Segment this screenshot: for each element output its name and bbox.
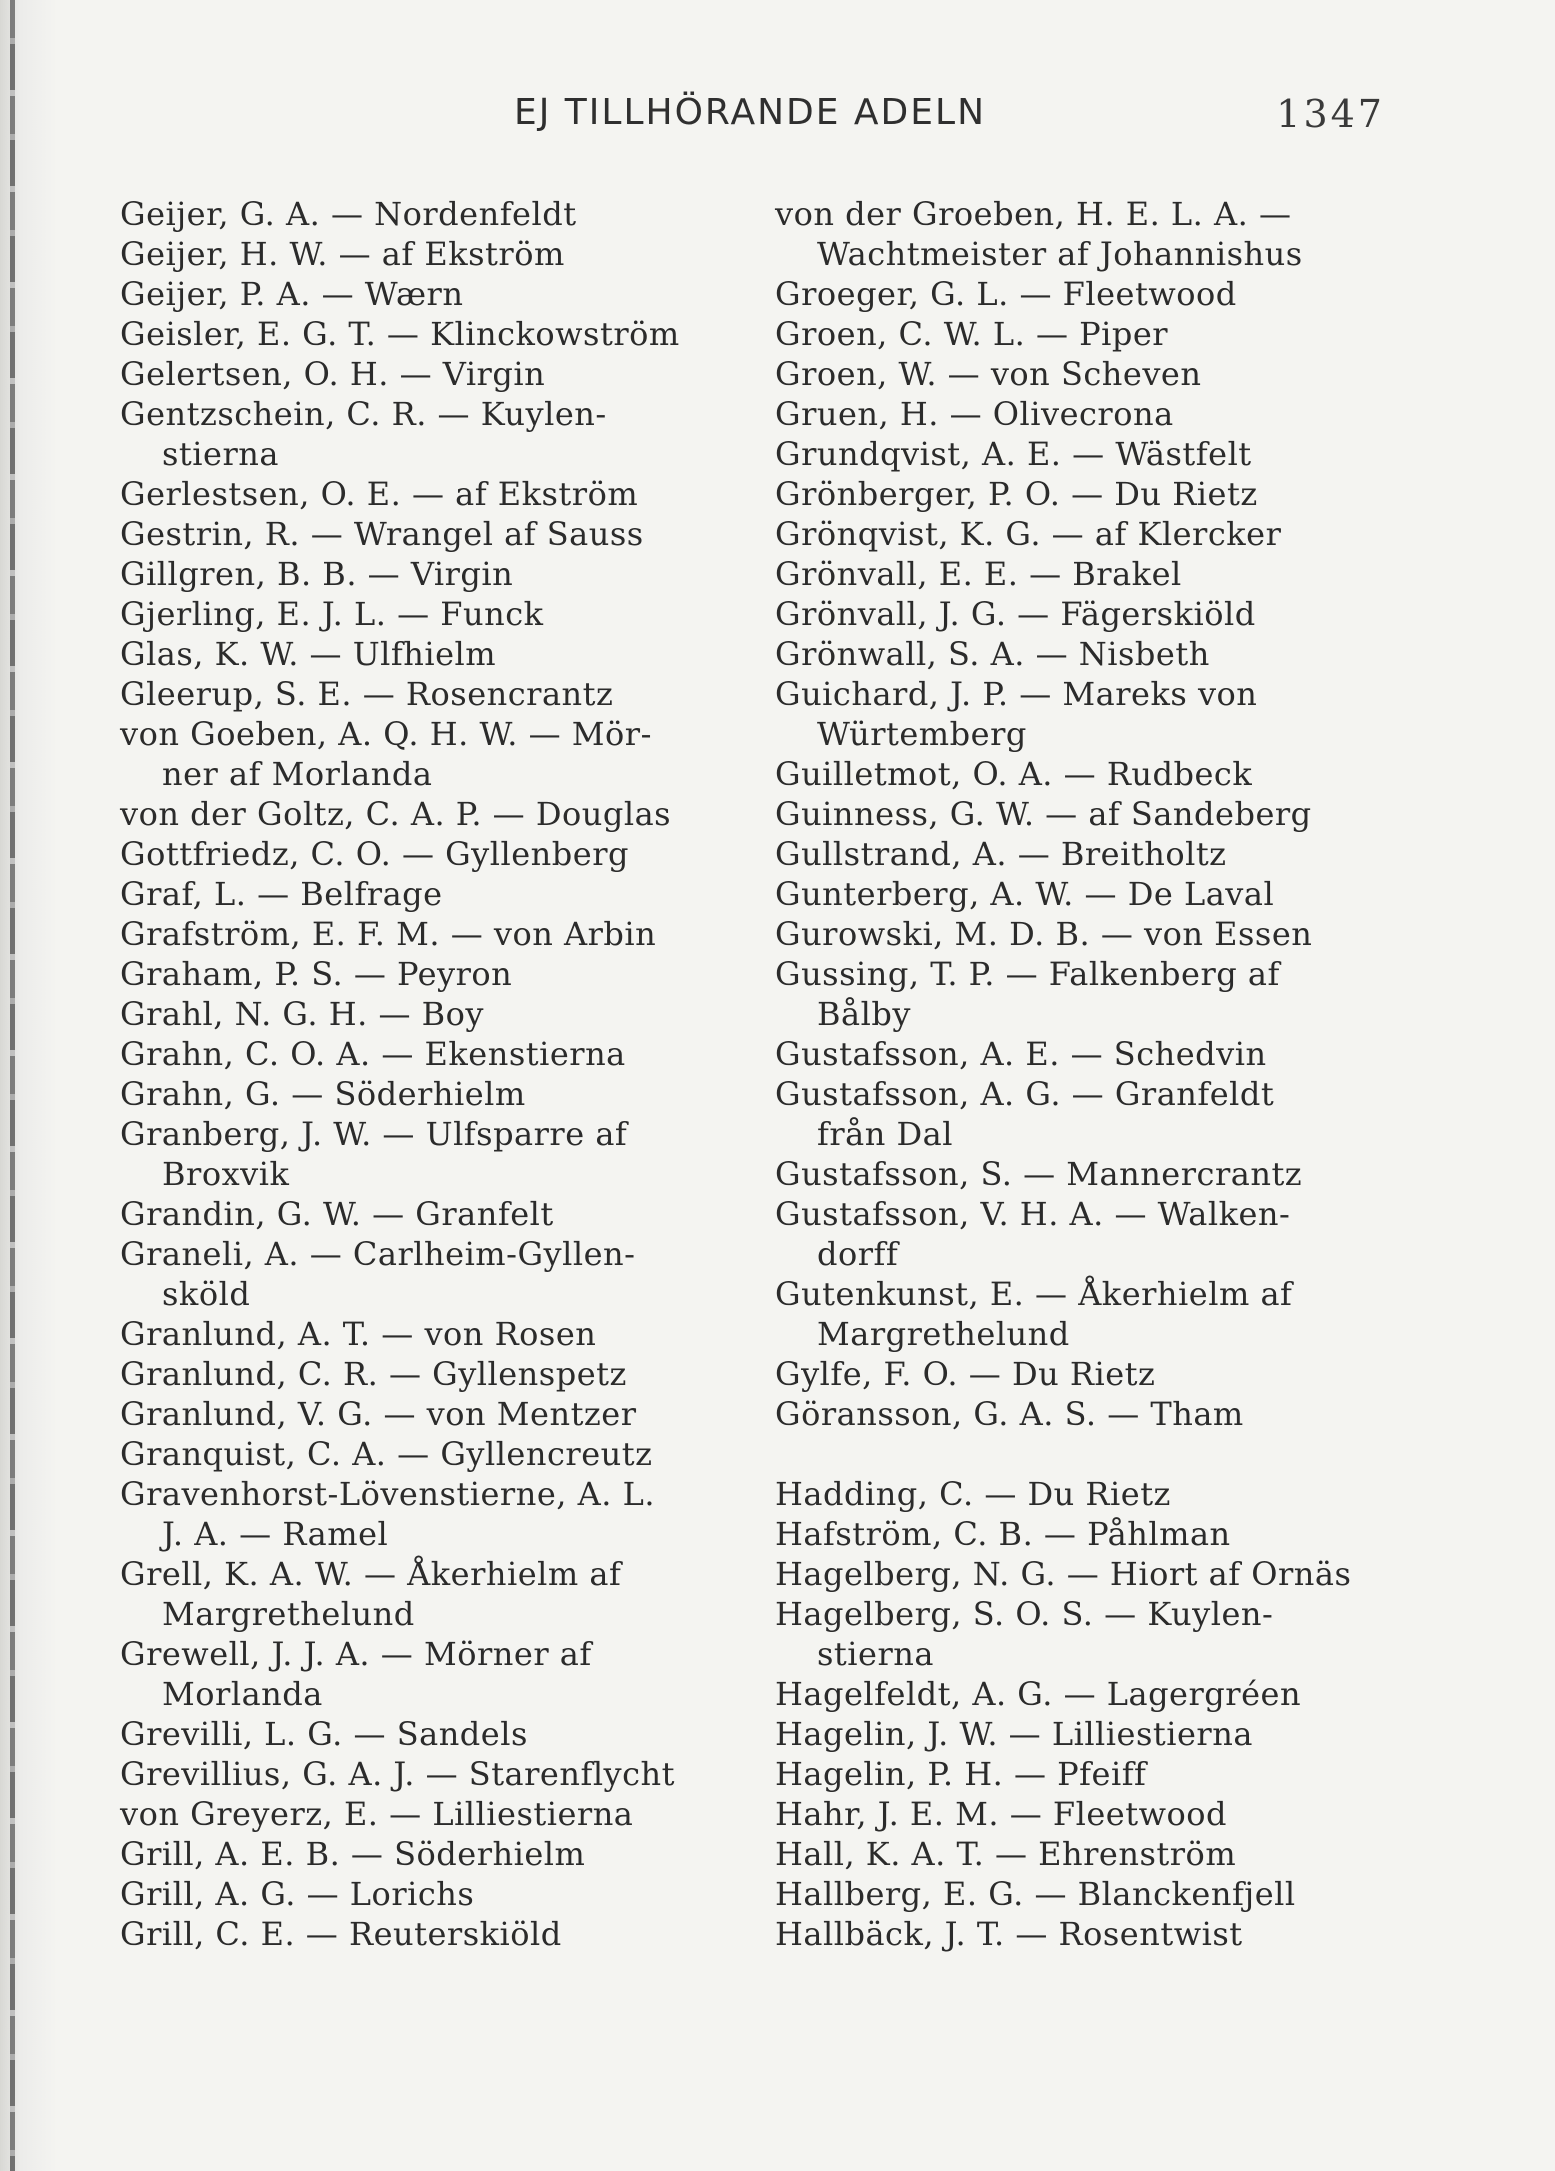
register-entry — [775, 1394, 1415, 1434]
register-entry — [775, 1034, 1415, 1074]
entry-line: Hadding, C. — Du Rietz — [775, 1475, 1171, 1513]
entry-line: Geijer, G. A. — Nordenfeldt — [120, 195, 577, 233]
entry-continuation: Morlanda — [162, 1675, 323, 1713]
entry-line: Gottfriedz, C. O. — Gyllenberg — [120, 835, 629, 873]
entry-continuation: Margrethelund — [817, 1315, 1070, 1353]
register-entry — [775, 514, 1415, 554]
register-entry — [120, 594, 760, 634]
entry-continuation: stierna — [162, 435, 279, 473]
entry-line: Grönwall, S. A. — Nisbeth — [775, 635, 1210, 673]
entry-line: Gustafsson, A. E. — Schedvin — [775, 1035, 1267, 1073]
register-entry — [120, 1914, 760, 1954]
entry-line: Grafström, E. F. M. — von Arbin — [120, 915, 657, 953]
entry-line: von Greyerz, E. — Lilliestierna — [120, 1795, 634, 1833]
page-number: 1347 — [1276, 92, 1385, 136]
register-entry — [775, 1914, 1415, 1954]
register-entry — [775, 274, 1415, 314]
register-entry — [775, 554, 1415, 594]
register-entry — [120, 1114, 760, 1194]
entry-line: Gruen, H. — Olivecrona — [775, 395, 1174, 433]
left-column — [120, 194, 760, 1954]
entry-continuation: Würtemberg — [817, 715, 1027, 753]
entry-line: Guinness, G. W. — af Sandeberg — [775, 795, 1312, 833]
entry-line: Grewell, J. J. A. — Mörner af — [120, 1635, 592, 1673]
register-entry — [120, 834, 760, 874]
register-entry — [120, 1714, 760, 1754]
entry-line: Hall, K. A. T. — Ehrenström — [775, 1835, 1237, 1873]
entry-line: Hallbäck, J. T. — Rosentwist — [775, 1915, 1243, 1953]
register-entry — [120, 554, 760, 594]
register-entry — [120, 954, 760, 994]
entry-line: Gustafsson, A. G. — Granfeldt — [775, 1075, 1275, 1113]
entry-line: Grevillius, G. A. J. — Starenflycht — [120, 1755, 676, 1793]
register-entry — [120, 1394, 760, 1434]
entry-continuation: sköld — [162, 1275, 251, 1313]
entry-line: Gutenkunst, E. — Åkerhielm af — [775, 1275, 1293, 1313]
register-entry — [775, 674, 1415, 754]
entry-line: Hallberg, E. G. — Blanckenfjell — [775, 1875, 1296, 1913]
entry-line: Gillgren, B. B. — Virgin — [120, 555, 514, 593]
register-entry — [775, 634, 1415, 674]
register-entry — [775, 434, 1415, 474]
register-entry — [775, 1474, 1415, 1514]
register-entry — [775, 1274, 1415, 1354]
register-entry — [120, 1074, 760, 1114]
entry-line: Grahn, G. — Söderhielm — [120, 1075, 526, 1113]
register-entry — [775, 1834, 1415, 1874]
register-entry — [775, 194, 1415, 274]
register-entry — [775, 1074, 1415, 1154]
register-entry — [120, 1194, 760, 1234]
entry-line: Grundqvist, A. E. — Wästfelt — [775, 435, 1252, 473]
entry-line: Gunterberg, A. W. — De Laval — [775, 875, 1275, 913]
entry-line: Grill, A. G. — Lorichs — [120, 1875, 475, 1913]
entry-continuation: J. A. — Ramel — [162, 1515, 389, 1553]
entry-line: Gurowski, M. D. B. — von Essen — [775, 915, 1313, 953]
entry-continuation: Broxvik — [162, 1155, 290, 1193]
entry-line: von der Groeben, H. E. L. A. — — [775, 195, 1292, 233]
register-entry — [775, 834, 1415, 874]
register-entry — [120, 874, 760, 914]
register-entry — [120, 514, 760, 554]
entry-line: Grönvall, J. G. — Fägerskiöld — [775, 595, 1256, 633]
entry-line: Gelertsen, O. H. — Virgin — [120, 355, 546, 393]
entry-line: Grahl, N. G. H. — Boy — [120, 995, 484, 1033]
entry-line: Gustafsson, S. — Mannercrantz — [775, 1155, 1303, 1193]
register-entry — [775, 1754, 1415, 1794]
register-entry — [120, 1794, 760, 1834]
entry-line: Hagelin, J. W. — Lilliestierna — [775, 1715, 1253, 1753]
register-entry — [120, 1234, 760, 1314]
register-entry — [120, 274, 760, 314]
entry-line: von Goeben, A. Q. H. W. — Mör- — [120, 715, 652, 753]
register-entry — [120, 1354, 760, 1394]
entry-line: Gustafsson, V. H. A. — Walken- — [775, 1195, 1291, 1233]
entry-line: Gleerup, S. E. — Rosencrantz — [120, 675, 614, 713]
entry-line: Gussing, T. P. — Falkenberg af — [775, 955, 1280, 993]
entry-continuation: ner af Morlanda — [162, 755, 433, 793]
register-entry — [775, 1194, 1415, 1274]
page-header — [0, 92, 1555, 142]
register-entry — [775, 874, 1415, 914]
register-entry — [775, 1674, 1415, 1714]
register-entry — [120, 1754, 760, 1794]
register-entry — [775, 474, 1415, 514]
register-entry — [775, 354, 1415, 394]
register-entry — [120, 1034, 760, 1074]
register-entry — [120, 394, 760, 474]
register-entry — [120, 794, 760, 834]
entry-continuation: stierna — [817, 1635, 934, 1673]
entry-line: Groen, C. W. L. — Piper — [775, 315, 1169, 353]
entry-continuation: dorff — [817, 1235, 899, 1273]
register-entry — [120, 1554, 760, 1634]
register-entry — [120, 1634, 760, 1714]
register-entry — [120, 1314, 760, 1354]
entry-line: Granberg, J. W. — Ulfsparre af — [120, 1115, 628, 1153]
entry-line: Hagelberg, N. G. — Hiort af Ornäs — [775, 1555, 1352, 1593]
register-entry — [775, 594, 1415, 634]
entry-line: Gravenhorst-Lövenstierne, A. L. — [120, 1475, 655, 1513]
entry-line: Hahr, J. E. M. — Fleetwood — [775, 1795, 1227, 1833]
register-entry — [120, 1474, 760, 1554]
entry-line: Guichard, J. P. — Mareks von — [775, 675, 1258, 713]
register-entry — [120, 914, 760, 954]
register-entry — [120, 314, 760, 354]
register-entry — [120, 194, 760, 234]
register-entry — [775, 1594, 1415, 1674]
entry-line: Hagelfeldt, A. G. — Lagergréen — [775, 1675, 1302, 1713]
entry-continuation: Bålby — [817, 995, 911, 1033]
register-entry — [775, 794, 1415, 834]
entry-line: Grahn, C. O. A. — Ekenstierna — [120, 1035, 626, 1073]
register-entry — [775, 1874, 1415, 1914]
register-entry — [120, 1434, 760, 1474]
register-entry — [775, 914, 1415, 954]
register-entry — [120, 674, 760, 714]
book-spine-shadow — [0, 0, 58, 2171]
entry-line: Geijer, P. A. — Wærn — [120, 275, 464, 313]
register-entry — [120, 1834, 760, 1874]
entry-line: Grill, C. E. — Reuterskiöld — [120, 1915, 562, 1953]
register-entry — [775, 1514, 1415, 1554]
entry-line: Graham, P. S. — Peyron — [120, 955, 513, 993]
entry-line: Granlund, C. R. — Gyllenspetz — [120, 1355, 627, 1393]
entry-line: Gullstrand, A. — Breitholtz — [775, 835, 1227, 873]
entry-line: Guilletmot, O. A. — Rudbeck — [775, 755, 1253, 793]
register-entry — [120, 234, 760, 274]
running-title: EJ TILLHÖRANDE ADELN — [513, 92, 987, 133]
register-entry — [120, 1874, 760, 1914]
entry-line: Groeger, G. L. — Fleetwood — [775, 275, 1237, 313]
register-entry — [120, 634, 760, 674]
entry-line: Gerlestsen, O. E. — af Ekström — [120, 475, 639, 513]
entry-line: Grevilli, L. G. — Sandels — [120, 1715, 528, 1753]
register-entry — [775, 394, 1415, 434]
register-entry — [120, 714, 760, 794]
entry-line: Groen, W. — von Scheven — [775, 355, 1202, 393]
entry-line: Granlund, V. G. — von Mentzer — [120, 1395, 637, 1433]
entry-line: Grell, K. A. W. — Åkerhielm af — [120, 1555, 622, 1593]
entry-line: Göransson, G. A. S. — Tham — [775, 1395, 1244, 1433]
register-entry — [775, 1794, 1415, 1834]
entry-line: Hagelin, P. H. — Pfeiff — [775, 1755, 1147, 1793]
entry-line: Gylfe, F. O. — Du Rietz — [775, 1355, 1156, 1393]
entry-line: Hagelberg, S. O. S. — Kuylen- — [775, 1595, 1274, 1633]
register-entry — [775, 1154, 1415, 1194]
register-entry — [120, 354, 760, 394]
entry-line: Geijer, H. W. — af Ekström — [120, 235, 565, 273]
entry-line: von der Goltz, C. A. P. — Douglas — [120, 795, 672, 833]
entry-line: Graf, L. — Belfrage — [120, 875, 443, 913]
entry-line: Gentzschein, C. R. — Kuylen- — [120, 395, 607, 433]
entry-line: Grönvall, E. E. — Brakel — [775, 555, 1182, 593]
register-entry — [775, 1554, 1415, 1594]
entry-line: Glas, K. W. — Ulfhielm — [120, 635, 497, 673]
binding-edge — [10, 0, 15, 2171]
entry-continuation: Margrethelund — [162, 1595, 415, 1633]
entry-line: Grill, A. E. B. — Söderhielm — [120, 1835, 586, 1873]
entry-continuation: Wachtmeister af Johannishus — [817, 235, 1303, 273]
entry-line: Geisler, E. G. T. — Klinckowström — [120, 315, 680, 353]
register-entry — [775, 954, 1415, 1034]
entry-line: Gestrin, R. — Wrangel af Sauss — [120, 515, 644, 553]
entry-line: Grönberger, P. O. — Du Rietz — [775, 475, 1258, 513]
register-entry — [775, 314, 1415, 354]
entry-continuation: från Dal — [817, 1115, 953, 1153]
entry-line: Granquist, C. A. — Gyllencreutz — [120, 1435, 653, 1473]
entry-line: Granlund, A. T. — von Rosen — [120, 1315, 597, 1353]
register-entry — [775, 1354, 1415, 1394]
entry-line: Gjerling, E. J. L. — Funck — [120, 595, 544, 633]
entry-line: Graneli, A. — Carlheim-Gyllen- — [120, 1235, 636, 1273]
register-entry — [775, 1714, 1415, 1754]
entry-line: Grandin, G. W. — Granfelt — [120, 1195, 554, 1233]
register-entry — [775, 754, 1415, 794]
entry-line: Hafström, C. B. — Påhlman — [775, 1515, 1231, 1553]
right-column — [775, 194, 1415, 1954]
register-entry — [120, 474, 760, 514]
entry-line: Grönqvist, K. G. — af Klercker — [775, 515, 1282, 553]
register-entry — [120, 994, 760, 1034]
